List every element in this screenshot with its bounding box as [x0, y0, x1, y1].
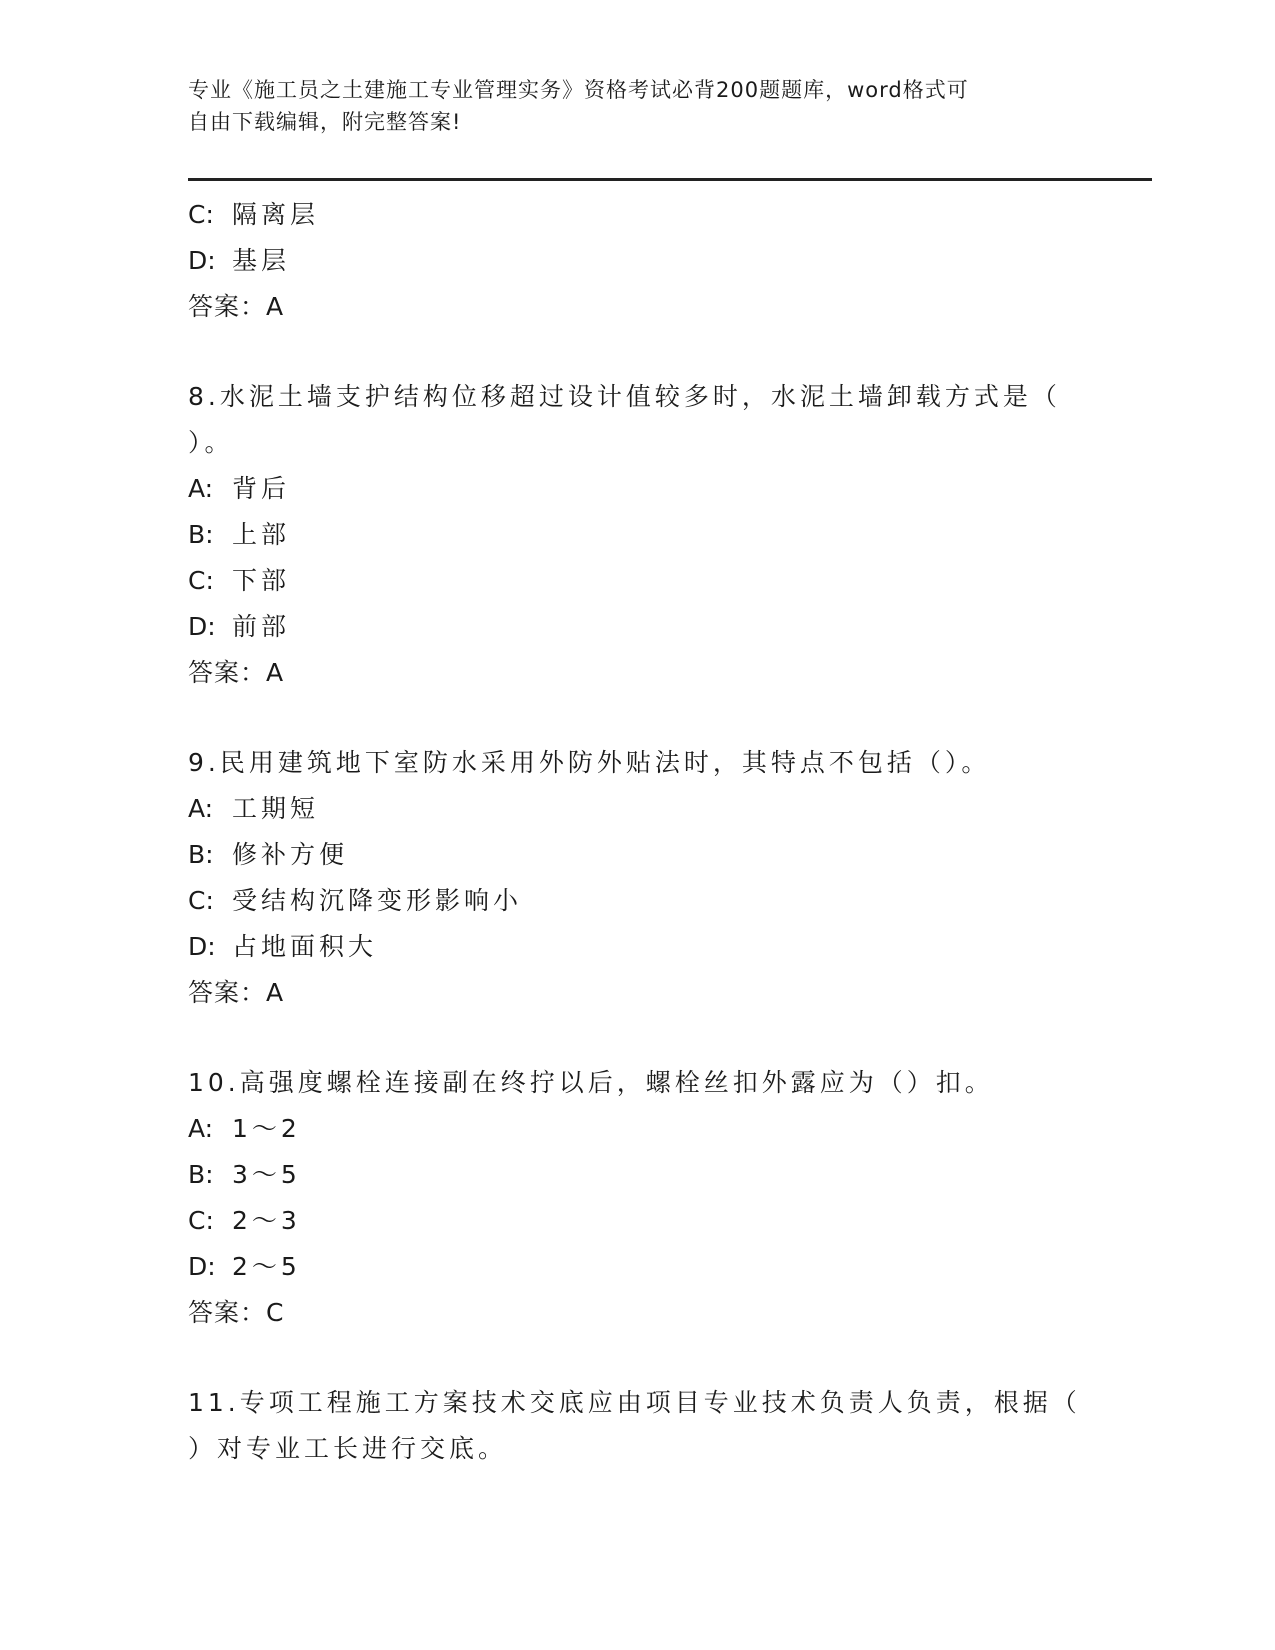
document-header — [188, 74, 1088, 138]
question-stem: 11.专项工程施工方案技术交底应由项目专业技术负责人负责，根据（ — [188, 1388, 1081, 1417]
question-stem-continued: ）对专业工长进行交底。 — [188, 1434, 508, 1463]
option-d: D: 基层 — [188, 246, 291, 275]
option-c: C: 隔离层 — [188, 200, 320, 229]
option-a: A: 背后 — [188, 474, 291, 503]
answer: 答案：A — [188, 292, 285, 321]
option-c: C: 下部 — [188, 566, 291, 595]
option-d: D: 前部 — [188, 612, 291, 641]
header-line-2: 自由下载编辑，附完整答案! — [188, 110, 462, 134]
option-c: C: 2～3 — [188, 1206, 301, 1235]
option-d: D: 2～5 — [188, 1252, 301, 1281]
question-stem: 9.民用建筑地下室防水采用外防外贴法时，其特点不包括（）。 — [188, 748, 991, 777]
question-11 — [188, 1380, 1088, 1472]
answer: 答案：A — [188, 658, 285, 687]
option-b: B: 修补方便 — [188, 840, 349, 869]
option-a: A: 工期短 — [188, 794, 320, 823]
question-8 — [188, 374, 1088, 696]
option-d: D: 占地面积大 — [188, 932, 378, 961]
answer: 答案：A — [188, 978, 285, 1007]
option-c: C: 受结构沉降变形影响小 — [188, 886, 523, 915]
option-b: B: 3～5 — [188, 1160, 301, 1189]
question-stem-continued: ）。 — [188, 428, 234, 457]
question-partial — [188, 192, 1088, 330]
question-stem: 10.高强度螺栓连接副在终拧以后，螺栓丝扣外露应为（）扣。 — [188, 1068, 994, 1097]
option-b: B: 上部 — [188, 520, 291, 549]
question-stem: 8.水泥土墙支护结构位移超过设计值较多时，水泥土墙卸载方式是（ — [188, 382, 1061, 411]
question-10 — [188, 1060, 1088, 1336]
answer: 答案：C — [188, 1298, 285, 1327]
option-a: A: 1～2 — [188, 1114, 301, 1143]
header-divider — [188, 178, 1152, 181]
document-body — [188, 192, 1088, 1472]
question-9 — [188, 740, 1088, 1016]
header-line-1: 专业《施工员之土建施工专业管理实务》资格考试必背200题题库，word格式可 — [188, 78, 969, 102]
